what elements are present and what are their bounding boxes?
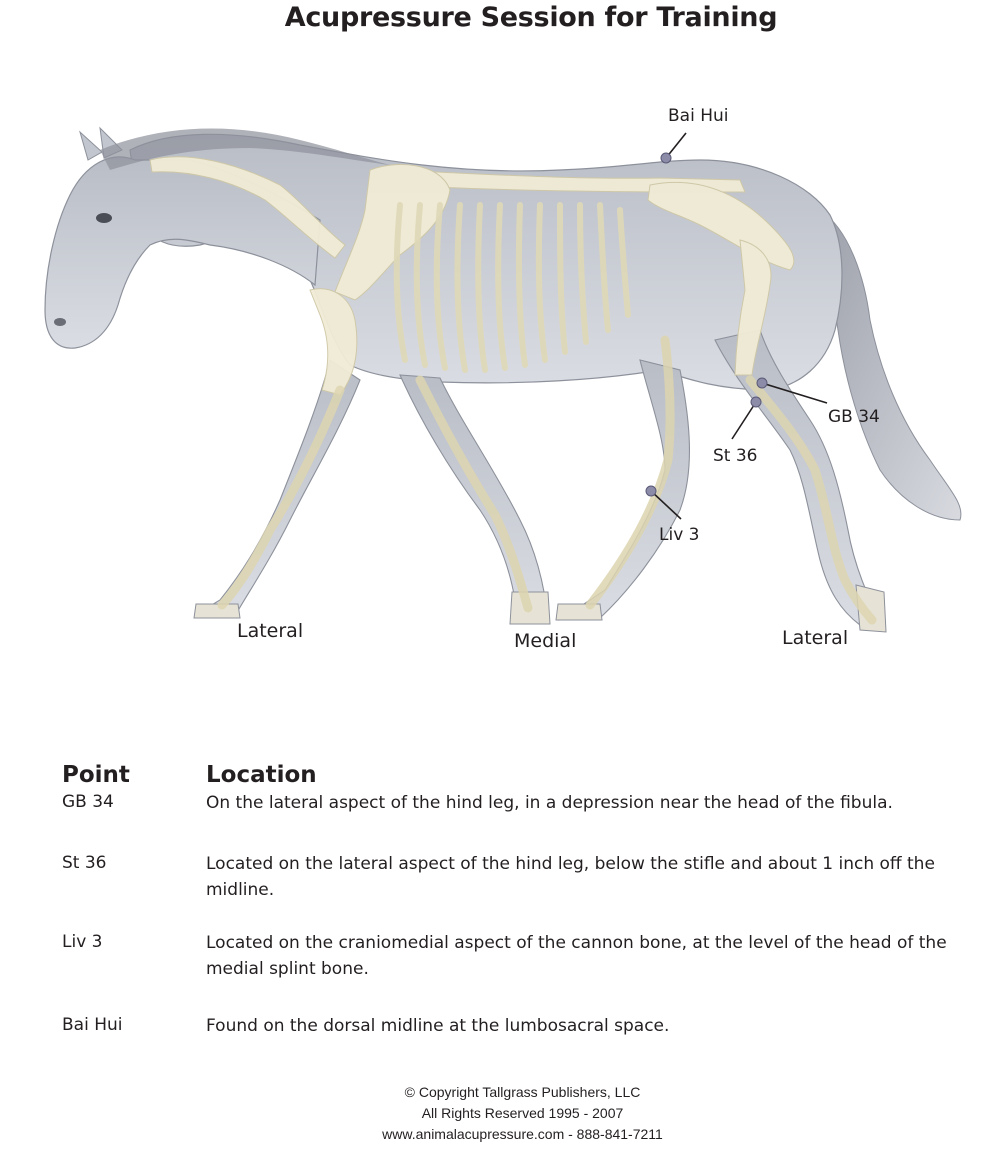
eye [96, 213, 112, 223]
header-location: Location [206, 762, 317, 788]
row-point: St 36 [62, 853, 107, 873]
header-point: Point [62, 762, 130, 788]
row-location: Located on the lateral aspect of the hind leg, below the stifle and about 1 inch off the midline. [206, 854, 935, 900]
row-point: GB 34 [62, 792, 114, 812]
label-st36: St 36 [713, 446, 758, 466]
row-location: On the lateral aspect of the hind leg, in a depression near the head of the fibula. [206, 793, 893, 813]
acupoint-gb34 [757, 378, 767, 388]
copyright-line: © Copyright Tallgrass Publishers, LLC [404, 1084, 641, 1100]
label-lateral-hind: Lateral [782, 627, 849, 649]
acupoint-liv3 [646, 486, 656, 496]
row-point: Bai Hui [62, 1015, 123, 1035]
page-title: Acupressure Session for Training [284, 2, 778, 33]
label-lateral-front: Lateral [237, 620, 304, 642]
nostril [54, 318, 66, 326]
label-medial: Medial [514, 630, 577, 652]
ear [80, 132, 102, 160]
row-location: Found on the dorsal midline at the lumbosacral space. [206, 1016, 670, 1036]
horse-skeleton-illustration [0, 90, 1000, 650]
label-bai-hui: Bai Hui [668, 106, 729, 126]
contact-line: www.animalacupressure.com - 888-841-7211 [382, 1126, 663, 1142]
label-liv3: Liv 3 [659, 525, 700, 545]
rights-line: All Rights Reserved 1995 - 2007 [421, 1105, 624, 1121]
label-gb34: GB 34 [828, 407, 880, 427]
row-location: Located on the craniomedial aspect of the cannon bone, at the level of the head of the medial splint bone. [206, 933, 947, 979]
acupoint-st36 [751, 397, 761, 407]
row-point: Liv 3 [62, 932, 103, 952]
acupoint-bai-hui [661, 153, 671, 163]
